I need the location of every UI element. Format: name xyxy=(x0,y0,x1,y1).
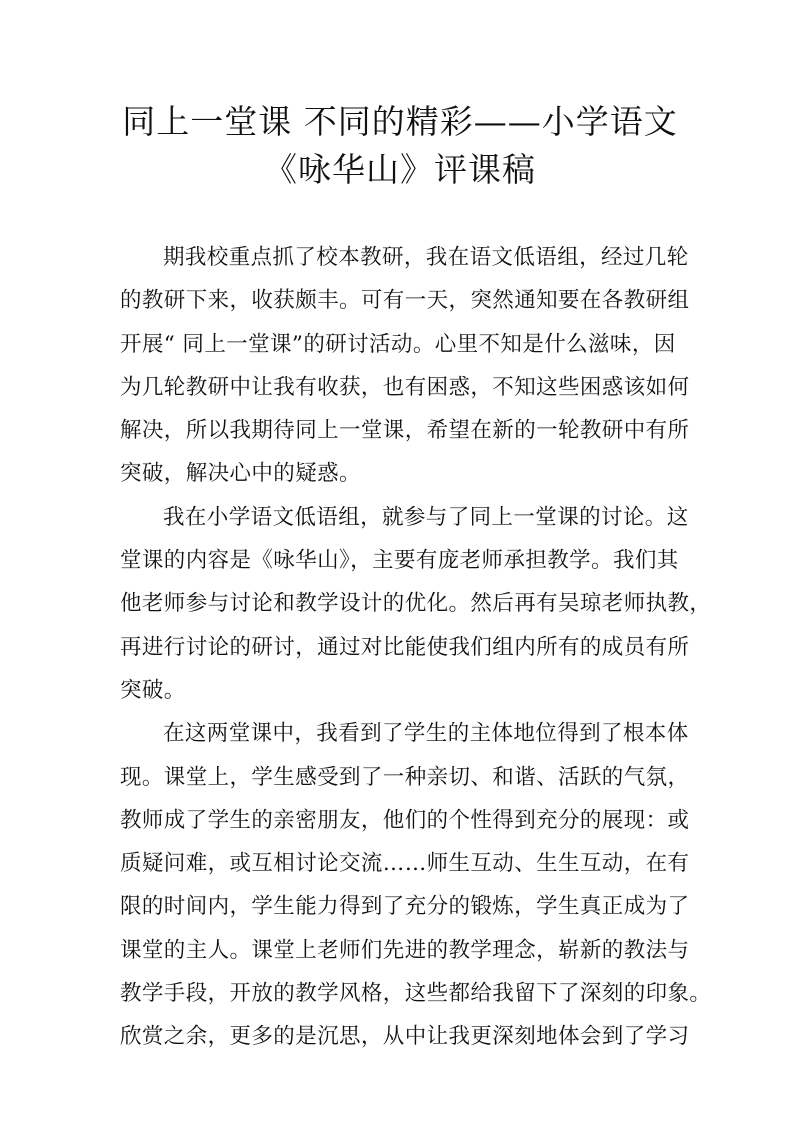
document-title xyxy=(60,98,740,194)
paragraph-3 xyxy=(120,712,712,1058)
paragraph-line: 教师成了学生的亲密朋友，他们的个性得到充分的展现：或 xyxy=(120,807,690,833)
paragraph-line: 期我校重点抓了校本教研，我在语文低语组，经过几轮 xyxy=(163,245,689,270)
paragraph-line: 的教研下来，收获颇丰。可有一天，突然通知要在各教研组 xyxy=(120,288,690,314)
paragraph-line: 突破，解决心中的疑惑。 xyxy=(120,461,361,487)
paragraph-line: 质疑问难，或互相讨论交流……师生互动、生生互动，在有 xyxy=(120,851,690,877)
paragraph-line: 突破。 xyxy=(120,677,186,703)
paragraph-line: 现。课堂上，学生感受到了一种亲切、和谐、活跃的气氛， xyxy=(120,764,690,790)
paragraph-2 xyxy=(120,496,712,712)
document-body xyxy=(120,236,712,1059)
paragraph-line: 堂课的内容是《咏华山》，主要有庞老师承担教学。我们其 xyxy=(120,548,679,574)
paragraph-line: 解决，所以我期待同上一堂课，希望在新的一轮教研中有所 xyxy=(120,418,690,444)
paragraph-line: 欣赏之余，更多的是沉思，从中让我更深刻地体会到了学习 xyxy=(120,1024,690,1050)
title-line-2: 《咏华山》评课稿 xyxy=(264,150,536,189)
paragraph-line: 在这两堂课中，我看到了学生的主体地位得到了根本体 xyxy=(163,721,689,747)
paragraph-line: 再进行讨论的研讨，通过对比能使我们组内所有的成员有所 xyxy=(120,634,690,660)
paragraph-line: 限的时间内，学生能力得到了充分的锻炼，学生真正成为了 xyxy=(120,894,690,920)
paragraph-line: 他老师参与讨论和教学设计的优化。然后再有吴琼老师执教， xyxy=(120,591,712,617)
paragraph-line: 开展“ 同上一堂课”的研讨活动。心里不知是什么滋味，因 xyxy=(120,331,676,357)
paragraph-line: 我在小学语文低语组，就参与了同上一堂课的讨论。这 xyxy=(163,504,689,530)
title-line-1: 同上一堂课 不同的精彩——小学语文 xyxy=(122,102,678,141)
paragraph-line: 为几轮教研中让我有收获，也有困惑，不知这些困惑该如何 xyxy=(120,374,690,400)
paragraph-1 xyxy=(120,236,690,496)
paragraph-line: 课堂的主人。课堂上老师们先进的教学理念，崭新的教法与 xyxy=(120,937,690,963)
paragraph-line: 教学手段，开放的教学风格，这些都给我留下了深刻的印象。 xyxy=(120,981,712,1007)
